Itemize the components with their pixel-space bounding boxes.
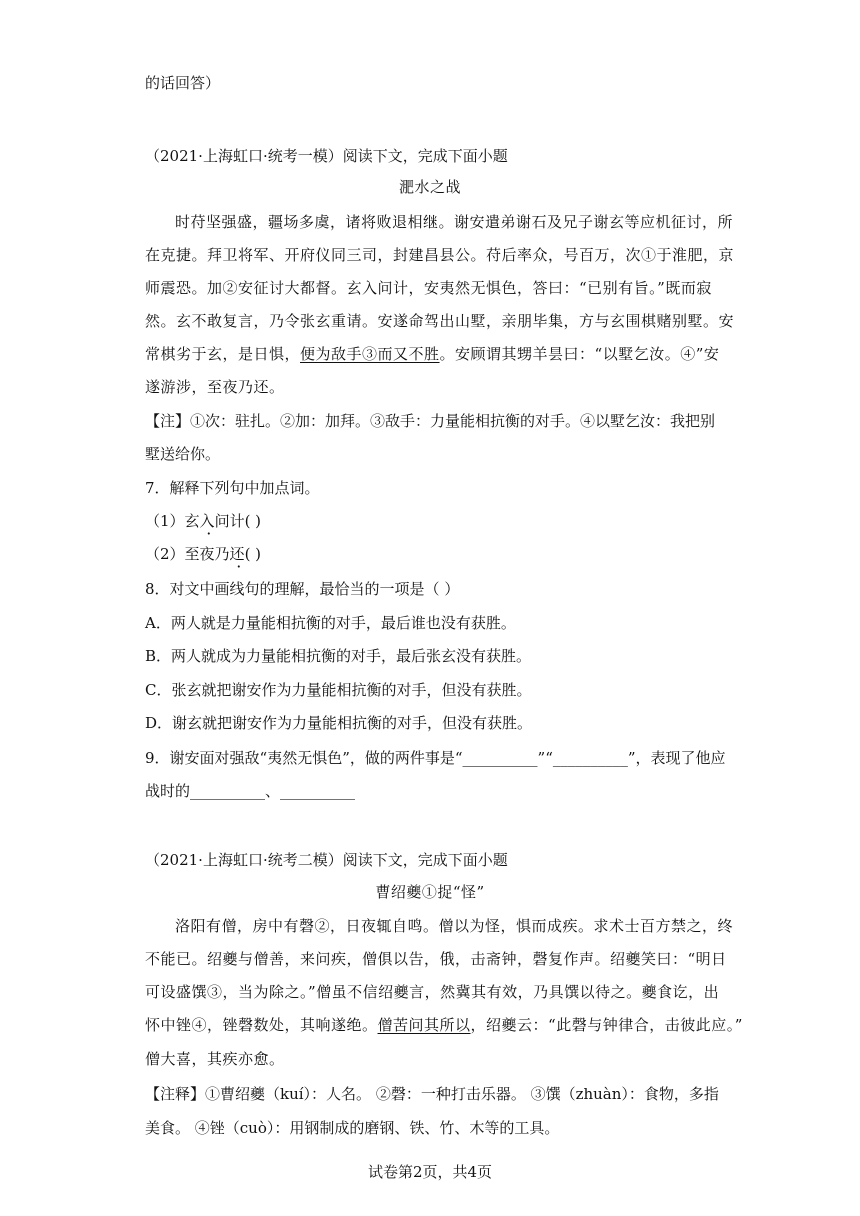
section2-para-line: 不能已。绍夔与僧善，来问疾，僧俱以告，俄，击斋钟，磬复作声。绍夔笑曰：“明日 [145, 950, 727, 968]
section1-note: 【注】①次：驻扎。②加：加拜。③敌手：力量能相抗衡的对手。④以墅乞汝：我把别 [145, 412, 716, 430]
option-c: C．张玄就把谢安作为力量能相抗衡的对手，但没有获胜。 [145, 681, 532, 699]
section1-para-line: 师震恐。加②安征讨大都督。玄入问计，安夷然无惧色，答曰：“已别有旨。”既而寂 [145, 279, 712, 297]
section2-note: 【注释】①曹绍夔（kuí）：人名。 ②磬：一种打击乐器。 ③馔（zhuàn）：食物，多指 [145, 1085, 719, 1103]
section2-para-line [145, 1015, 743, 1035]
section2-title: 曹绍夔①捉“怪” [375, 883, 485, 901]
question-7-1 [145, 511, 261, 531]
option-a: A．两人就是力量能相抗衡的对手，最后谁也没有获胜。 [145, 614, 516, 632]
section1-para-line: 时苻坚强盛，疆场多虞，诸将败退相继。谢安遣弟谢石及兄子谢玄等应机征讨，所 [175, 213, 734, 231]
section1-para-line: 然。玄不敢复言，乃令张玄重请。安遂命驾出山墅，亲朋毕集，方与玄围棋赌别墅。安 [145, 312, 735, 330]
text-span: （2）至夜乃 [145, 545, 230, 563]
section1-note: 墅送给你。 [145, 445, 221, 463]
section2-source: （2021·上海虹口·统考二模）阅读下文，完成下面小题 [145, 851, 508, 869]
text-span: 常棋劣于玄，是日惧， [145, 345, 301, 363]
underlined-sentence: 僧苦问其所以 [377, 1016, 471, 1034]
question-7: 7．解释下列句中加点词。 [145, 479, 320, 497]
page-footer: 试卷第2页，共4页 [367, 1163, 493, 1181]
option-d: D．谢玄就把谢安作为力量能相抗衡的对手，但没有获胜。 [145, 714, 533, 732]
text-span: （1）玄 [145, 512, 200, 530]
section1-title: 淝水之战 [398, 178, 461, 196]
text-span: ( ) [244, 545, 262, 563]
section2-note: 美食。 ④锉（cuò）：用钢制成的磨钢、铁、竹、木等的工具。 [145, 1119, 560, 1137]
section2-para-line: 僧大喜，其疾亦愈。 [145, 1050, 285, 1068]
text-span: 。安顾谓其甥羊昙曰：“以墅乞汝。④”安 [439, 345, 720, 363]
section2-para-line: 洛阳有僧，房中有磬②，日夜辄自鸣。僧以为怪，惧而成疾。求术士百方禁之，终 [175, 917, 734, 935]
text-span: 怀中锉④，锉磬数处，其响遂绝。 [145, 1016, 378, 1034]
section2-para-line: 可设盛馔③，当为除之。”僧虽不信绍夔言，然冀其有效，乃具馔以待之。夔食讫，出 [145, 983, 720, 1001]
prev-answer-fragment: 的话回答） [145, 74, 221, 92]
text-span: 问计( ) [214, 512, 262, 530]
question-9-cont: 战时的__________、__________ [145, 782, 356, 800]
section1-para-line [145, 344, 719, 364]
question-7-2 [145, 544, 261, 564]
dotted-word: 还 [229, 545, 245, 563]
section1-source: （2021·上海虹口·统考一模）阅读下文，完成下面小题 [145, 147, 508, 165]
option-b: B．两人就成为力量能相抗衡的对手，最后张玄没有获胜。 [145, 647, 532, 665]
text-span: ，绍夔云：“此磬与钟律合，击彼此应。” [470, 1016, 743, 1034]
section1-para-line: 在克捷。拜卫将军、开府仪同三司，封建昌县公。苻后率众，号百万，次①于淮肥，京 [145, 246, 735, 264]
question-9: 9．谢安面对强敌“夷然无惧色”，做的两件事是“__________”“__________”，表现了他应 [145, 749, 726, 767]
underlined-sentence: 便为敌手③而又不胜 [300, 345, 440, 363]
question-8: 8．对文中画线句的理解，最恰当的一项是（ ） [145, 580, 460, 598]
section1-para-line: 遂游涉，至夜乃还。 [145, 378, 285, 396]
dotted-word: 入 [199, 512, 215, 530]
